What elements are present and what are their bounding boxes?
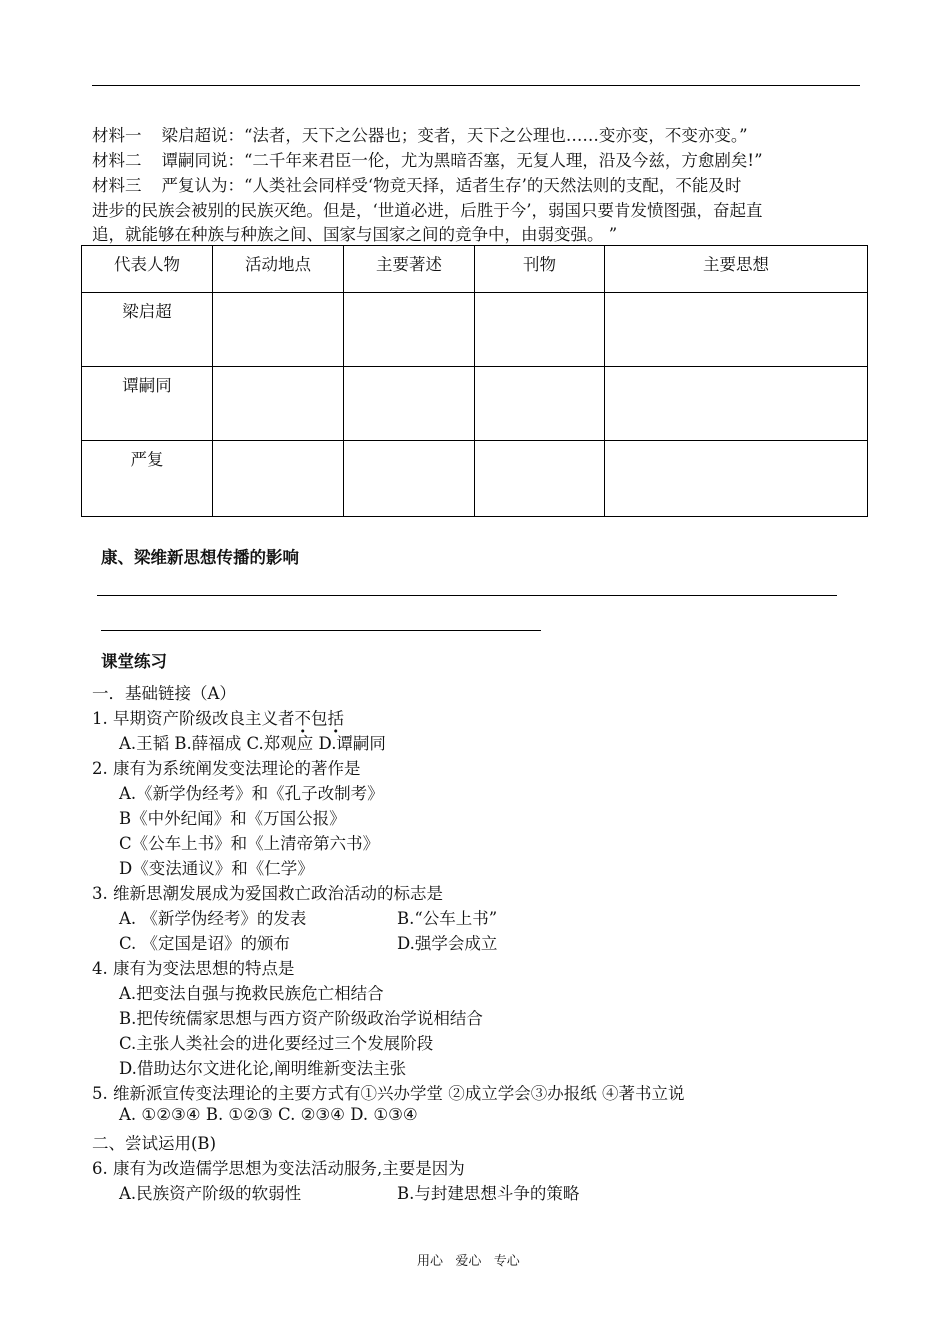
cell-blank[interactable] xyxy=(344,441,475,517)
section-practice-heading: 课堂练习 xyxy=(101,652,167,671)
page-footer: 用心 爱心 专心 xyxy=(417,1254,520,1269)
header-rule xyxy=(92,85,860,86)
header-publication: 刊物 xyxy=(475,246,605,293)
table-row xyxy=(82,367,868,441)
q2-option-a: A.《新学伪经考》和《孔子改制考》 xyxy=(119,784,384,803)
material-3-label: 材料三 xyxy=(92,176,142,195)
q3-option-b: B.“公车上书” xyxy=(397,909,498,928)
row-person-yan: 严复 xyxy=(82,441,213,517)
material-2-text: 谭嗣同说：“二千年来君臣一伦，尤为黑暗否塞，无复人理，沿及今兹，方愈剧矣!” xyxy=(161,151,763,170)
question-6: 6. 康有为改造儒学思想为变法活动服务,主要是因为 xyxy=(92,1159,465,1178)
cell-blank[interactable] xyxy=(475,441,605,517)
q4-option-a: A.把变法自强与挽救民族危亡相结合 xyxy=(119,984,384,1003)
cell-blank[interactable] xyxy=(605,441,868,517)
reformers-table xyxy=(81,245,868,517)
question-1 xyxy=(92,705,344,729)
question-2: 2. 康有为系统阐发变法理论的著作是 xyxy=(92,759,361,778)
table-row xyxy=(82,293,868,367)
part-2-heading: 二、尝试运用(B) xyxy=(92,1134,216,1153)
cell-blank[interactable] xyxy=(605,293,868,367)
q3-option-d: D.强学会成立 xyxy=(397,934,498,953)
answer-line-1[interactable] xyxy=(97,595,837,596)
q2-option-d: D《变法通议》和《仁学》 xyxy=(119,859,314,878)
q6-option-b: B.与封建思想斗争的策略 xyxy=(397,1184,580,1203)
table-header-row xyxy=(82,246,868,293)
section-influence-heading: 康、梁维新思想传播的影响 xyxy=(101,548,299,567)
header-works: 主要著述 xyxy=(344,246,475,293)
cell-blank[interactable] xyxy=(213,293,344,367)
table-row xyxy=(82,441,868,517)
q6-option-a: A.民族资产阶级的软弱性 xyxy=(119,1184,302,1203)
cell-blank[interactable] xyxy=(344,367,475,441)
q4-option-c: C.主张人类社会的进化要经过三个发展阶段 xyxy=(119,1034,434,1053)
question-5: 5. 维新派宣传变法理论的主要方式有①兴办学堂 ②成立学会③办报纸 ④著书立说 xyxy=(92,1084,685,1103)
q1-emphasis-1: 不 xyxy=(294,709,311,728)
header-ideas: 主要思想 xyxy=(605,246,868,293)
q1-emphasis-2: 括 xyxy=(327,709,344,728)
row-person-tan: 谭嗣同 xyxy=(82,367,213,441)
q1-stem: 1. 早期资产阶级改良主义者 xyxy=(92,709,295,728)
material-3-line-3: 追，就能够在种族与种族之间、国家与国家之间的竞争中，由弱变强。 ” xyxy=(92,225,618,244)
cell-blank[interactable] xyxy=(213,441,344,517)
q2-option-b: B《中外纪闻》和《万国公报》 xyxy=(119,809,346,828)
q3-option-c: C. 《定国是诏》的颁布 xyxy=(119,934,291,953)
material-3-line-2: 进步的民族会被别的民族灭绝。但是，‘世道必进，后胜于今’，弱国只要肯发愤图强，奋起直 xyxy=(92,201,763,220)
q1-stem-mid: 包 xyxy=(311,709,328,728)
header-place: 活动地点 xyxy=(213,246,344,293)
question-3: 3. 维新思潮发展成为爱国救亡政治活动的标志是 xyxy=(92,884,443,903)
q2-option-c: C《公车上书》和《上清帝第六书》 xyxy=(119,834,380,853)
material-3-text: 严复认为：“人类社会同样受‘物竞天择，适者生存’的天然法则的支配，不能及时 xyxy=(161,176,742,195)
q5-options: A. ①②③④ B. ①②③ C. ②③④ D. ①③④ xyxy=(119,1105,418,1124)
cell-blank[interactable] xyxy=(213,367,344,441)
q1-options: A.王韬 B.薛福成 C.郑观应 D.谭嗣同 xyxy=(119,734,386,753)
header-person: 代表人物 xyxy=(82,246,213,293)
material-1-text: 梁启超说：“法者，天下之公器也；变者，天下之公理也……变亦变，不变亦变。” xyxy=(161,126,748,145)
question-4: 4. 康有为变法思想的特点是 xyxy=(92,959,295,978)
q4-option-b: B.把传统儒家思想与西方资产阶级政治学说相结合 xyxy=(119,1009,483,1028)
cell-blank[interactable] xyxy=(605,367,868,441)
q3-option-a: A. 《新学伪经考》的发表 xyxy=(119,909,307,928)
answer-line-2[interactable] xyxy=(101,630,541,631)
cell-blank[interactable] xyxy=(475,367,605,441)
q4-option-d: D.借助达尔文进化论,阐明维新变法主张 xyxy=(119,1059,407,1078)
material-2-label: 材料二 xyxy=(92,151,142,170)
part-1-heading: 一．基础链接（A） xyxy=(92,684,236,703)
cell-blank[interactable] xyxy=(475,293,605,367)
material-1 xyxy=(92,124,748,149)
cell-blank[interactable] xyxy=(344,293,475,367)
material-3 xyxy=(92,174,741,199)
material-2 xyxy=(92,149,763,174)
material-1-label: 材料一 xyxy=(92,126,142,145)
row-person-liang: 梁启超 xyxy=(82,293,213,367)
